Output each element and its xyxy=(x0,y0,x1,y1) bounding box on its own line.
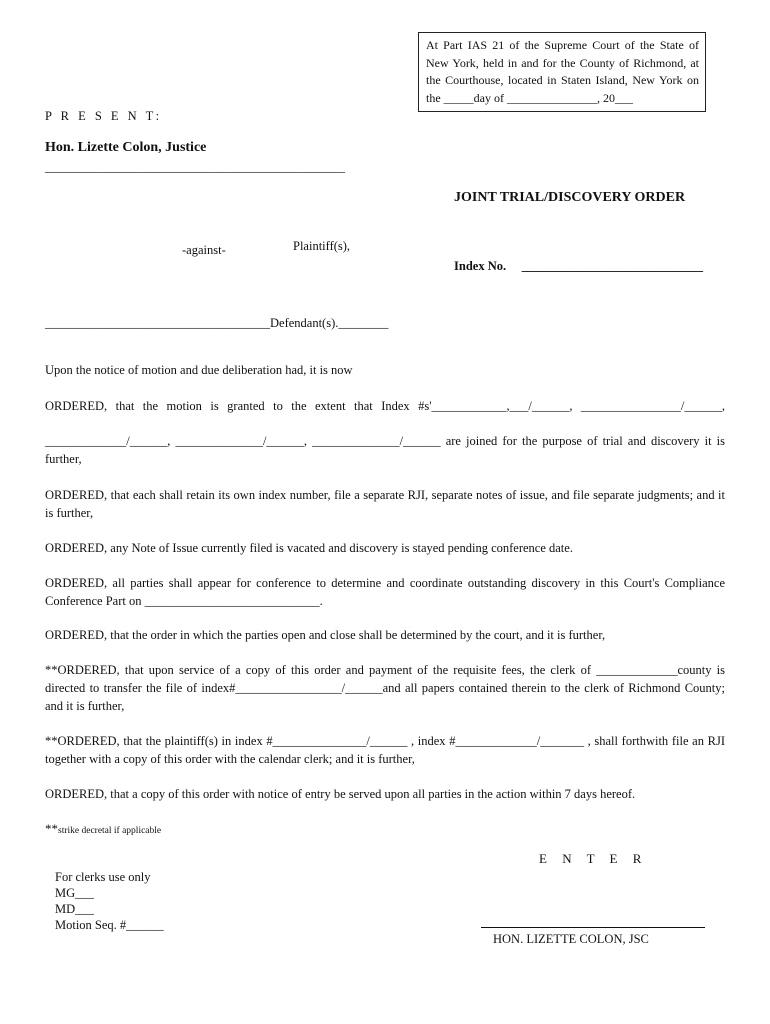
index-number-field xyxy=(454,257,703,275)
justice-name: Hon. Lizette Colon, Justice xyxy=(45,140,207,155)
index-label: Index No. xyxy=(454,259,507,273)
ordered-paragraph-joined: _____________/______, ______________/______, ______________/______ are joined for the purpose of trial and discovery it is further, xyxy=(45,434,725,466)
footnote-text: strike decretal if applicable xyxy=(58,826,162,836)
clerks-use-heading: For clerks use only xyxy=(55,870,151,884)
clerks-motion-seq-field: Motion Seq. #______ xyxy=(55,918,164,932)
footnote-marker: ** xyxy=(45,821,58,836)
signature-line xyxy=(481,927,705,928)
ordered-paragraph-conference: ORDERED, all parties shall appear for conference to determine and coordinate outstanding discovery in this Court's Compliance Conference Part on ____________________________. xyxy=(45,576,725,608)
ordered-paragraph-rji: **ORDERED, that the plaintiff(s) in index #_______________/______ , index #_____________/_______ , shall forthwith file an RJI together with a copy of this order with the calendar clerk; and it is further, xyxy=(45,734,725,766)
clerks-use-block xyxy=(55,869,164,933)
footnote xyxy=(45,820,161,840)
justice-underline: ________________________________________________ xyxy=(45,160,345,174)
clerks-md-field: MD___ xyxy=(55,902,94,916)
signer-name: HON. LIZETTE COLON, JSC xyxy=(493,932,649,946)
order-title: JOINT TRIAL/DISCOVERY ORDER xyxy=(454,190,686,205)
plaintiff-label: Plaintiff(s), xyxy=(293,239,351,253)
present-label: P R E S E N T: xyxy=(45,109,163,123)
ordered-paragraph-service: ORDERED, that a copy of this order with notice of entry be served upon all parties in the action within 7 days hereof. xyxy=(45,787,636,801)
against-label: -against- xyxy=(182,243,226,257)
defendant-label: ____________________________________Defendant(s).________ xyxy=(45,316,389,330)
ordered-paragraph-transfer: **ORDERED, that upon service of a copy of this order and payment of the requisite fees, the clerk of _____________county is directed to transfer the file of index#_________________/______and all papers contained therein to the clerk of Richmond County; and it is further, xyxy=(45,663,725,713)
ordered-paragraph-trial-order: ORDERED, that the order in which the parties open and close shall be determined by the court, and it is further, xyxy=(45,628,606,642)
index-blank: _____________________________ xyxy=(521,259,703,273)
enter-label: E N T E R xyxy=(539,851,648,866)
court-caption-box: At Part IAS 21 of the Supreme Court of the State of New York, held in and for the County of Richmond, at the Courthouse, located in Staten Island, New York on the _____day of _______________, 20___ xyxy=(418,32,706,112)
ordered-paragraph-index: ORDERED, that each shall retain its own index number, file a separate RJI, separate notes of issue, and file separate judgments; and it is further, xyxy=(45,488,725,520)
clerks-mg-field: MG___ xyxy=(55,886,94,900)
ordered-paragraph-motion: ORDERED, that the motion is granted to the extent that Index #s'____________,___/______, ________________/______, xyxy=(45,399,725,413)
ordered-paragraph-note-of-issue: ORDERED, any Note of Issue currently filed is vacated and discovery is stayed pending conference date. xyxy=(45,541,573,555)
recital-paragraph: Upon the notice of motion and due deliberation had, it is now xyxy=(45,363,353,377)
